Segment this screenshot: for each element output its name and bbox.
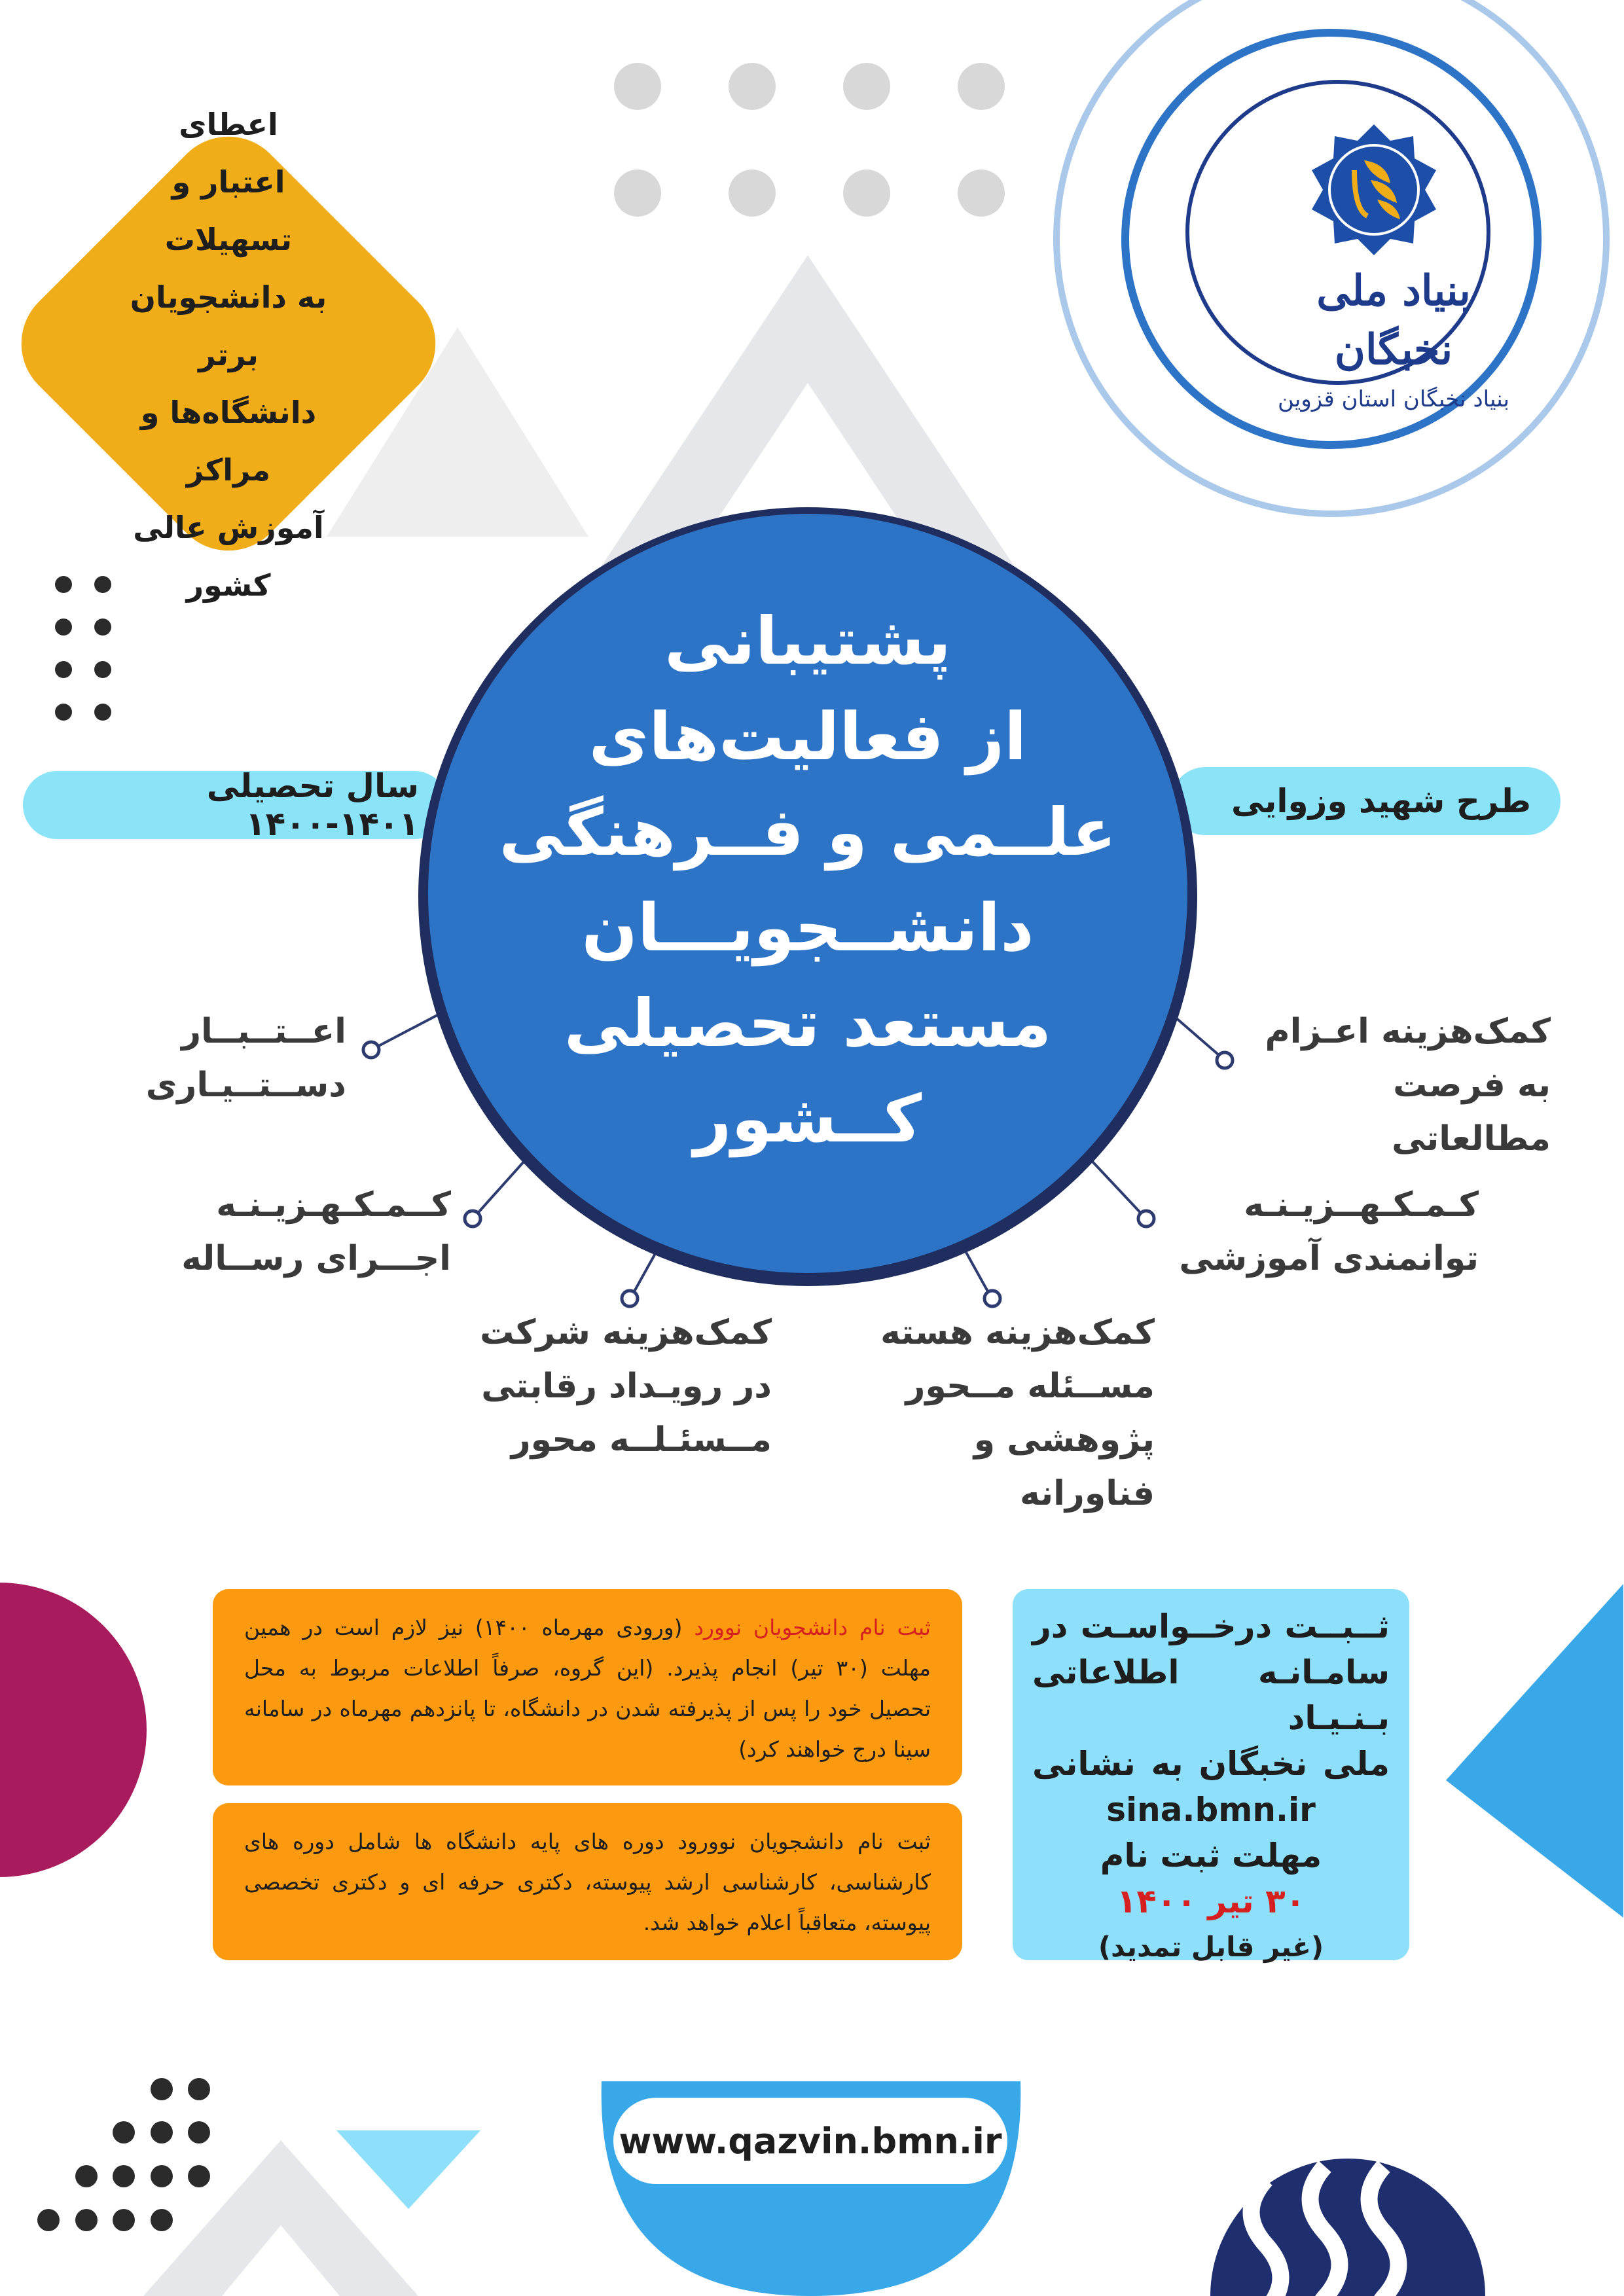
feature-line: در رویـداد رقابتی [482,1367,772,1406]
registration-box [1013,1589,1410,1963]
center-title-line: مستعد تحصیلی [564,985,1053,1062]
deadline-date: ۳۰ تیر ۱۴۰۰ [1117,1882,1307,1920]
logo-text [1263,262,1525,419]
grey-dots-decoration [615,63,1005,217]
feature-thesis-grant [157,1178,452,1285]
notice-new-students [213,1589,963,1785]
highlight-line: آموزش عالی [134,510,325,545]
deadline-label: مهلت ثبت نام [1100,1837,1323,1874]
highlight-text [115,107,344,603]
logo-name: بنیاد ملی نخبگان [1317,266,1471,374]
center-title-line: از فعالیت‌های [589,698,1028,775]
notice-other-courses [213,1803,963,1960]
deadline-note: (غیر قابل تمدید) [1098,1931,1325,1963]
feature-research-core-grant [848,1306,1155,1520]
logo-emblem [1312,124,1437,255]
highlight-line: اعطای [179,107,279,142]
center-title-line: کــشور [694,1081,923,1157]
highlight-line: اعتبار و تسهیلات [165,164,293,257]
registration-line: ملی نخبگان به نشانی [1033,1745,1390,1783]
academic-year-label: سال تحصیلی ۱۴۰۱-۱۴۰۰ [207,767,420,843]
feature-line: اجـــرای رســاله [182,1239,452,1278]
feature-sabbatical-grant [1231,1005,1551,1166]
feature-line: پژوهشی و فناورانه [974,1420,1155,1513]
registration-line: سامـانـه اطلاعاتی بـنـیـاد [1033,1653,1390,1737]
feature-teaching-skills-grant [1165,1178,1479,1285]
feature-line: دســتــیـاری [146,1066,347,1105]
center-title-line: پشتیبانی [664,603,952,679]
feature-line: مســئله مــحور [906,1367,1155,1406]
website-link[interactable] [614,2098,1008,2184]
cyan-triangle-decoration [337,2130,481,2209]
feature-line: مــسئـلــه محور [511,1420,772,1460]
highlight-line: دانشگاه‌ها و مراکز [141,395,317,488]
magenta-half-circle-decoration [0,1583,147,1877]
notice-text: (ورودی مهرماه ۱۴۰۰) نیز لازم است در همین مهلت (۳۰ تیر) انجام پذیرد. (این گروه، صرفاً اطلاعات مربوط به محل تحصیل خود را پس از پذیرفته شدن در دانشگاه، تا پانزدهم مهرماه در سامانه سینا درج خواهند کرد) [245,1615,931,1762]
center-title [471,537,1146,1224]
highlight-line: کشور [187,567,272,603]
notice-highlight: ثبت نام دانشجویان نوورد [695,1615,932,1640]
feature-line: کمک‌هزینه شرکت [480,1313,772,1352]
feature-line: کمک‌هزینه هسته [881,1313,1155,1352]
center-title-line: دانشــجویـــان [582,889,1035,966]
outer-ring-decoration [1057,0,1607,514]
feature-line: کــمـکـهـزیـنـه [217,1185,452,1225]
plan-name-label: طرح شهید وزوایی [1232,782,1532,820]
feature-assistantship-credit [79,1005,347,1112]
website-url[interactable]: www.qazvin.bmn.ir [619,2120,1003,2162]
logo-subtitle: بنیاد نخبگان استان قزوین [1278,386,1510,412]
blue-triangle-decoration [1447,1584,1624,1918]
registration-site-link[interactable]: sina.bmn.ir [1107,1791,1316,1829]
plan-name-pill [1172,767,1561,835]
feature-line: به فرصت مطالعاتی [1392,1066,1551,1158]
notice-text: ثبت نام دانشجویان نوورود دوره های پایه دانشگاه ها شامل دوره های کارشناسی، کارشناسی ارشد پیوسته، دکتری حرفه ای و دکتری تخصصی پیوسته، متعاقباً اعلام خواهد شد. [245,1829,931,1935]
feature-line: توانمندی آموزشی [1180,1239,1479,1278]
feature-competition-grant [458,1306,772,1467]
registration-line: ثــبــت درخــواسـت در [1033,1607,1390,1645]
bottom-dots-decoration [38,2078,211,2231]
academic-year-pill [24,767,449,843]
highlight-line: به دانشجویان برتر [130,279,328,372]
feature-line: کمک‌هزینه اعـزام [1265,1012,1551,1051]
feature-line: اعــتــبــار [182,1012,347,1051]
feature-line: کـمـکـهــزیـنـه [1244,1185,1479,1225]
dark-dots-decoration [56,576,112,721]
center-title-line: علــمی و فــرهنگی [499,794,1117,870]
